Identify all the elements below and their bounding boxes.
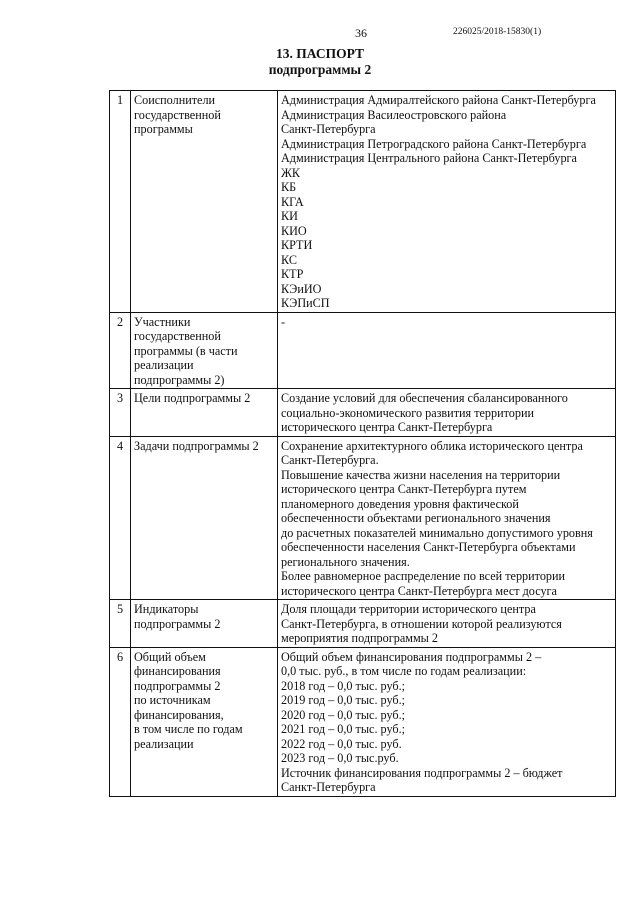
table-row (110, 312, 616, 389)
row-number: 4 (110, 436, 131, 600)
row-number: 1 (110, 91, 131, 313)
row-value: Общий объем финансирования подпрограммы 2 – 0,0 тыс. руб., в том числе по годам реализации: 2018 год – 0,0 тыс. руб.; 2019 год – 0,0 тыс. руб.; 2020 год – 0,0 тыс. руб.; 2021 год – 0,0 тыс. руб.; 2022 год – 0,0 тыс. руб. 2023 год – 0,0 тыс.руб. Источник финансирования подпрограммы 2 – бюджет Санкт-Петербурга (278, 647, 616, 796)
table-row (110, 91, 616, 313)
row-number: 3 (110, 389, 131, 437)
row-label: Индикаторы подпрограммы 2 (131, 600, 278, 648)
passport-table (109, 90, 616, 797)
row-number: 2 (110, 312, 131, 389)
title-line-1: 13. ПАСПОРТ (276, 46, 364, 61)
row-number: 6 (110, 647, 131, 796)
row-value: Доля площади территории исторического центра Санкт-Петербурга, в отношении которой реализуются мероприятия подпрограммы 2 (278, 600, 616, 648)
row-value: Администрация Адмиралтейского района Санкт-Петербурга Администрация Василеостровского района Санкт-Петербурга Администрация Петроградского района Санкт-Петербурга Администрация Центрального района Санкт-Петербурга ЖК КБ КГА КИ КИО КРТИ КС КТР КЭиИО КЭПиСП (278, 91, 616, 313)
row-value: Создание условий для обеспечения сбалансированного социально-экономического развития территории исторического центра Санкт-Петербурга (278, 389, 616, 437)
row-number: 5 (110, 600, 131, 648)
row-value: Сохранение архитектурного облика исторического центра Санкт-Петербурга. Повышение качества жизни населения на территории исторического центра Санкт-Петербурга путем планомерного доведения уровня фактической обеспеченности объектами регионального значения до расчетных показателей минимально допустимого уровня обеспеченности населения Санкт-Петербурга объектами регионального значения. Более равномерное распределение по всей территории исторического центра Санкт-Петербурга мест досуга (278, 436, 616, 600)
row-label: Общий объем финансирования подпрограммы 2 по источникам финансирования, в том числе по годам реализации (131, 647, 278, 796)
row-label: Задачи подпрограммы 2 (131, 436, 278, 600)
table-row (110, 647, 616, 796)
row-label: Соисполнители государственной программы (131, 91, 278, 313)
table-row (110, 600, 616, 648)
title-line-2: подпрограммы 2 (268, 62, 372, 77)
row-value: - (278, 312, 616, 389)
document-number: 226025/2018-15830(1) (453, 27, 542, 37)
row-label: Цели подпрограммы 2 (131, 389, 278, 437)
table-row (110, 436, 616, 600)
table-row (110, 389, 616, 437)
row-label: Участники государственной программы (в части реализации подпрограммы 2) (131, 312, 278, 389)
page-number: 36 (355, 26, 367, 40)
page-title (0, 46, 640, 78)
